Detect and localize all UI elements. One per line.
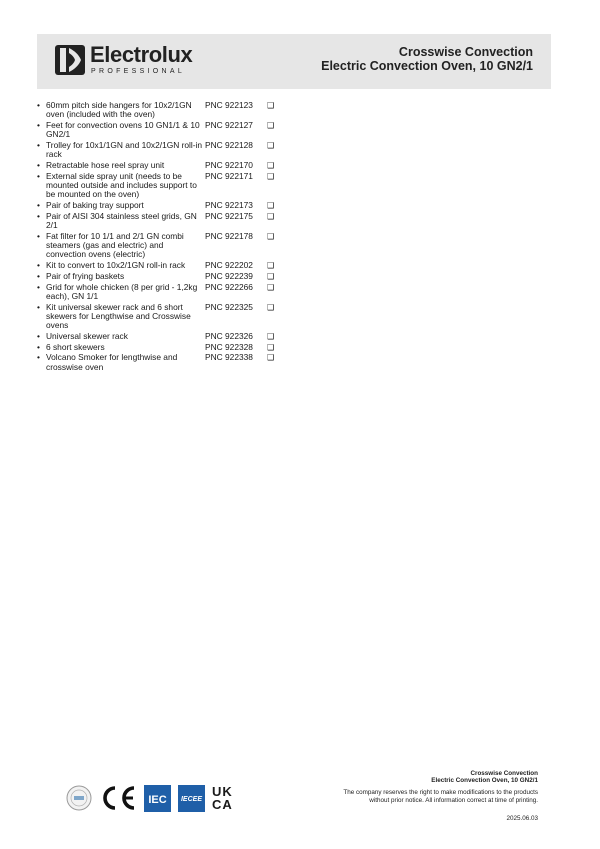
electrolux-logo — [55, 43, 192, 81]
accessory-row — [37, 261, 287, 270]
accessory-description: External side spray unit (needs to be mounted outside and includes support to be mounted on the oven) — [46, 170, 197, 200]
accessory-row — [37, 172, 287, 200]
accessory-row — [37, 161, 287, 170]
page-header — [37, 34, 551, 89]
accessory-description: Kit universal skewer rack and 6 short skewers for Lengthwise and Crosswise ovens — [46, 301, 191, 330]
accessory-row — [37, 332, 287, 341]
accessory-row — [37, 343, 287, 352]
accessory-pnc: PNC 922123 — [205, 100, 253, 110]
accessory-pnc: PNC 922266 — [205, 281, 253, 292]
electrolux-mark-icon — [55, 45, 85, 75]
accessory-row — [37, 212, 287, 230]
footer-title-line-2: Electric Convection Oven, 10 GN2/1 — [431, 777, 538, 785]
checkbox-icon[interactable]: ❑ — [267, 282, 275, 292]
checkbox-icon[interactable]: ❑ — [267, 302, 275, 312]
accessory-row — [37, 232, 287, 260]
checkbox-icon[interactable]: ❑ — [267, 201, 275, 210]
checkbox-icon[interactable]: ❑ — [267, 161, 275, 170]
footer-title-line-1: Crosswise Convection — [470, 770, 538, 777]
accessory-row — [37, 201, 287, 210]
accessory-pnc: PNC 922128 — [205, 140, 253, 150]
accessories-list — [37, 101, 287, 373]
footer-notice-line-2: without prior notice. All information correct at time of printing. — [369, 796, 538, 804]
accessory-description: Pair of baking tray support — [46, 200, 144, 210]
accessory-description: 6 short skewers — [46, 341, 105, 352]
accessory-description: Feet for convection ovens 10 GN1/1 & 10 GN2/1 — [46, 120, 200, 140]
title-line-2: Electric Convection Oven, 10 GN2/1 — [321, 59, 533, 73]
accessory-row — [37, 283, 287, 301]
accessory-pnc: PNC 922338 — [205, 352, 253, 363]
checkbox-icon[interactable]: ❑ — [267, 342, 275, 352]
accessory-description: Volcano Smoker for lengthwise and crosswise oven — [46, 352, 178, 372]
ukca-bottom: CA — [212, 797, 233, 812]
accessory-description: 60mm pitch side hangers for 10x2/1GN oven (included with the oven) — [46, 100, 192, 120]
accessory-pnc: PNC 922239 — [205, 270, 253, 281]
checkbox-icon[interactable]: ❑ — [267, 231, 275, 241]
ukca-mark — [212, 785, 233, 811]
bullet-icon: • — [37, 120, 40, 130]
accessory-row — [37, 141, 287, 159]
checkbox-icon[interactable]: ❑ — [267, 171, 275, 181]
iec-logo-icon — [144, 785, 171, 812]
bullet-icon: • — [37, 281, 40, 292]
footer-notice-line-1: The company reserves the right to make modifications to the products — [343, 789, 538, 797]
accessory-pnc: PNC 922202 — [205, 260, 253, 270]
bullet-icon: • — [37, 210, 40, 221]
accessory-pnc: PNC 922127 — [205, 120, 253, 130]
title-line-1: Crosswise Convection — [398, 45, 533, 59]
iecee-logo-icon — [178, 785, 205, 812]
checkbox-icon[interactable]: ❑ — [267, 353, 275, 363]
document-title — [321, 45, 533, 73]
bullet-icon: • — [37, 100, 40, 110]
accessory-pnc: PNC 922326 — [205, 330, 253, 341]
accessory-pnc: PNC 922328 — [205, 341, 253, 352]
bullet-icon: • — [37, 301, 40, 312]
footer-date: 2025.06.03 — [506, 814, 538, 822]
bullet-icon: • — [37, 200, 40, 210]
svg-text:IECEE: IECEE — [180, 795, 203, 803]
accessory-row — [37, 353, 287, 371]
accessory-description: Universal skewer rack — [46, 330, 128, 341]
accessory-description: Pair of AISI 304 stainless steel grids, GN 2/1 — [46, 210, 197, 230]
checkbox-icon[interactable]: ❑ — [267, 331, 275, 341]
accessory-row — [37, 303, 287, 331]
accessory-pnc: PNC 922325 — [205, 301, 253, 312]
bullet-icon: • — [37, 230, 40, 241]
accessory-description: Trolley for 10x1/1GN and 10x2/1GN roll-in rack — [46, 140, 203, 160]
bullet-icon: • — [37, 170, 40, 181]
ukca-top: UK — [212, 784, 233, 799]
accessory-pnc: PNC 922170 — [205, 160, 253, 170]
checkbox-icon[interactable]: ❑ — [267, 271, 275, 281]
certification-logos — [66, 782, 240, 814]
checkbox-icon[interactable]: ❑ — [267, 261, 275, 270]
checkbox-icon[interactable]: ❑ — [267, 141, 275, 150]
bullet-icon: • — [37, 341, 40, 352]
svg-text:IEC: IEC — [148, 793, 167, 806]
accessory-row — [37, 101, 287, 119]
accessory-description: Grid for whole chicken (8 per grid - 1,2kg each), GN 1/1 — [46, 281, 198, 301]
accessory-row — [37, 121, 287, 139]
checkbox-icon[interactable]: ❑ — [267, 211, 275, 221]
page-footer — [343, 770, 538, 822]
accessory-description: Pair of frying baskets — [46, 270, 125, 281]
ecolabel-seal-icon — [66, 785, 92, 811]
bullet-icon: • — [37, 330, 40, 341]
accessory-pnc: PNC 922171 — [205, 170, 253, 181]
accessory-description: Kit to convert to 10x2/1GN roll-in rack — [46, 260, 186, 270]
bullet-icon: • — [37, 140, 40, 150]
accessory-row — [37, 272, 287, 281]
checkbox-icon[interactable]: ❑ — [267, 121, 275, 130]
accessory-description: Retractable hose reel spray unit — [46, 160, 165, 170]
bullet-icon: • — [37, 160, 40, 170]
accessory-description: Fat filter for 10 1/1 and 2/1 GN combi steamers (gas and electric) and convection ovens (electric) — [46, 230, 184, 260]
bullet-icon: • — [37, 352, 40, 363]
bullet-icon: • — [37, 270, 40, 281]
accessory-pnc: PNC 922173 — [205, 200, 253, 210]
accessory-pnc: PNC 922175 — [205, 210, 253, 221]
logo-subtitle: PROFESSIONAL — [91, 68, 186, 75]
logo-wordmark: Electrolux — [90, 42, 193, 67]
bullet-icon: • — [37, 260, 40, 270]
checkbox-icon[interactable]: ❑ — [267, 101, 275, 110]
ce-mark-icon — [99, 784, 137, 812]
accessory-pnc: PNC 922178 — [205, 230, 253, 241]
